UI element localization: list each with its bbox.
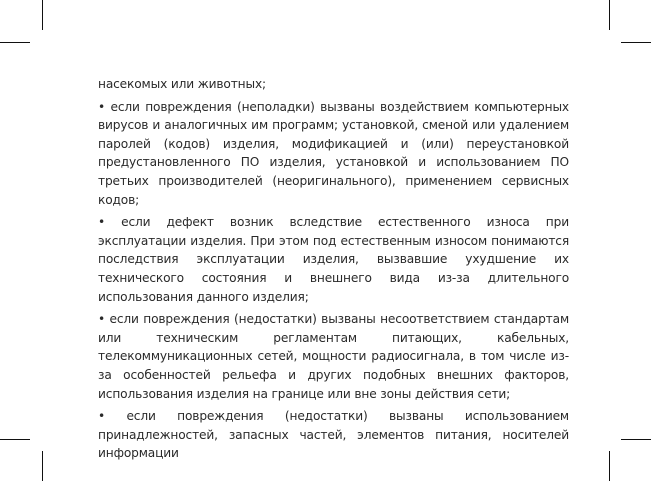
crop-mark-bottom-left-vertical — [42, 451, 43, 481]
list-item-text: если повреждения (неполадки) вызваны воздействием компьютерных вирусов и аналогичных им программ; установкой, сменой или удалением паролей (кодов) изделия, модификацией и (или) переустановкой предустановленного ПО изделия, установкой и использованием ПО третьих производителей (неоригинального), применением сервисных кодов; — [98, 99, 569, 207]
list-item-text: если повреждения (недостатки) вызваны использованием принадлежностей, запасных частей, элементов питания, носителей информации — [98, 409, 569, 461]
list-item — [98, 310, 569, 403]
bullet-icon: • — [98, 409, 106, 424]
bullet-icon: • — [98, 312, 106, 327]
list-item — [98, 98, 569, 210]
continuation-text: насекомых или животных; — [98, 77, 266, 91]
bullet-icon: • — [98, 99, 106, 114]
list-item-text: если повреждения (недостатки) вызваны несоответствием стандартам или техническим регламентам питающих, кабельных, телекоммуникационных сетей, мощности радиосигнала, в том числе из-за особенностей рельефа и других подобных внешних факторов, использования изделия на границе или вне зоны действия сети; — [98, 312, 569, 401]
list-item-text: если дефект возник вследствие естественного износа при эксплуатации изделия. При этом под естественным износом понимаются последствия эксплуатации изделия, вызвавшие ухудшение их технического состояния и внешнего вида из-за длительного использования данного изделия; — [98, 215, 569, 304]
crop-mark-bottom-right-horizontal — [621, 439, 651, 440]
crop-mark-top-right-horizontal — [621, 42, 651, 43]
crop-mark-top-right-vertical — [609, 0, 610, 30]
crop-mark-bottom-right-vertical — [609, 451, 610, 481]
document-body — [98, 75, 569, 467]
list-item — [98, 213, 569, 306]
crop-mark-top-left-horizontal — [0, 42, 30, 43]
crop-mark-top-left-vertical — [42, 0, 43, 30]
bullet-icon: • — [98, 215, 106, 230]
list-item — [98, 407, 569, 463]
crop-mark-bottom-left-horizontal — [0, 439, 30, 440]
